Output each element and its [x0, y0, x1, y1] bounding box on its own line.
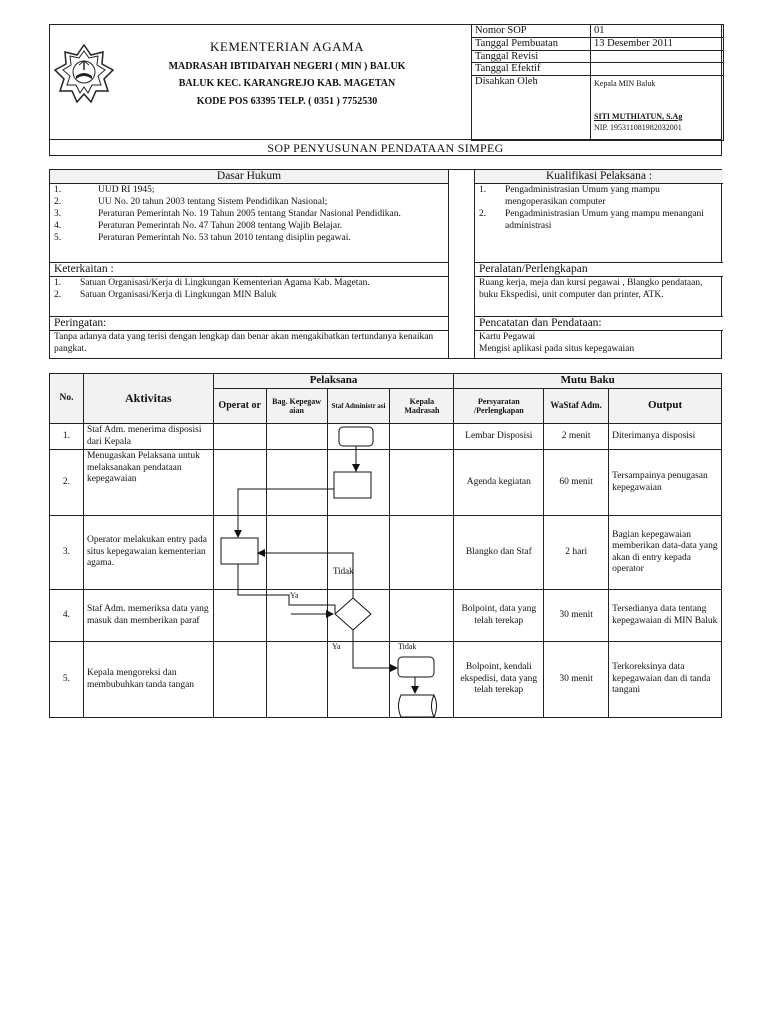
- kualifikasi-heading: Kualifikasi Pelaksana :: [475, 170, 723, 184]
- row-waktu: 30 menit: [544, 590, 609, 642]
- flow-label-ya: Ya: [332, 642, 341, 651]
- signer-title: Kepala MIN Baluk: [594, 79, 656, 89]
- table-row: [50, 590, 722, 642]
- peralatan-heading: Peralatan/Perlengkapan: [475, 263, 723, 277]
- list-item: 2. Satuan Organisasi/Kerja di Lingkungan MIN Baluk: [54, 290, 277, 300]
- lane-cell: [327, 590, 390, 642]
- pencatatan-heading: Pencatatan dan Pendataan:: [475, 317, 723, 331]
- pencatatan-line: Mengisi aplikasi pada situs kepegawaian: [479, 344, 635, 354]
- keterkaitan-heading: Keterkaitan :: [50, 263, 448, 277]
- peringatan-heading: Peringatan:: [50, 317, 448, 331]
- col-header-pelaksana: Pelaksana: [213, 374, 454, 389]
- dasar-hukum-list: [50, 184, 448, 263]
- lane-cell: [327, 642, 390, 718]
- row-persyaratan: Lembar Disposisi: [454, 424, 544, 450]
- row-persyaratan: Bolpoint, kendali ekspedisi, data yang telah terekap: [454, 642, 544, 718]
- row-aktivitas: Staf Adm. memeriksa data yang masuk dan memberikan paraf: [83, 590, 213, 642]
- meta-value: [591, 63, 724, 76]
- lane-cell: [390, 450, 454, 516]
- lane-cell: [390, 424, 454, 450]
- lane-cell: [390, 516, 454, 590]
- col-header-kepala-madrasah: Kepala Madrasah: [390, 389, 454, 424]
- lane-cell: [266, 642, 327, 718]
- row-no: 2.: [50, 450, 84, 516]
- row-aktivitas: Staf Adm. menerima disposisi dari Kepala: [83, 424, 213, 450]
- meta-label: Tanggal Pembuatan: [472, 37, 591, 50]
- dasar-hukum-heading: Dasar Hukum: [50, 170, 448, 184]
- row-waktu: 60 menit: [544, 450, 609, 516]
- row-persyaratan: Bolpoint, data yang telah terekap: [454, 590, 544, 642]
- pencatatan-line: Kartu Pegawai: [479, 332, 536, 342]
- col-header-mutu-baku: Mutu Baku: [454, 374, 722, 389]
- keterkaitan-list: [50, 277, 448, 317]
- row-waktu: 2 hari: [544, 516, 609, 590]
- row-output: Diterimanya disposisi: [609, 424, 722, 450]
- school-contact: KODE POS 63395 TELP. ( 0351 ) 7752530: [196, 96, 378, 107]
- row-aktivitas: Operator melakukan entry pada situs kepegawaian kementerian agama.: [83, 516, 213, 590]
- list-item: 1. Pengadministrasian Umum yang mampu mengoperasikan computer: [479, 185, 660, 207]
- meta-label: Tanggal Efektif: [472, 63, 591, 76]
- document-title: SOP PENYUSUNAN PENDATAAN SIMPEG: [49, 139, 722, 156]
- list-item: 2. UU No. 20 tahun 2003 tentang Sistem Pendidikan Nasional;: [54, 197, 328, 207]
- list-item: 1. Satuan Organisasi/Kerja di Lingkungan Kementerian Agama Kab. Magetan.: [54, 278, 370, 288]
- flow-label-tidak: Tidak: [333, 566, 354, 576]
- meta-value: [591, 50, 724, 63]
- row-output: Bagian kepegawaian memberikan data-data yang akan di entry kepada operator: [609, 516, 722, 590]
- lane-cell: [327, 424, 390, 450]
- lane-cell: [327, 450, 390, 516]
- lane-cell: [266, 516, 327, 590]
- lane-cell: [213, 590, 266, 642]
- lane-cell: [213, 516, 266, 590]
- list-item: 2. Pengadministrasian Umum yang mampu menangani administrasi: [479, 209, 704, 231]
- info-left-column: [50, 170, 449, 358]
- kualifikasi-list: [475, 184, 723, 263]
- row-persyaratan: Agenda kegiatan: [454, 450, 544, 516]
- signer-name: SITI MUTHIATUN, S.Ag: [594, 112, 683, 122]
- school-address: BALUK KEC. KARANGREJO KAB. MAGETAN: [178, 78, 396, 89]
- flow-label-tidak: Tidak: [398, 642, 417, 651]
- list-item: 1. UUD RI 1945;: [54, 185, 155, 195]
- col-header-waktu: WaStaf Adm.: [544, 389, 609, 424]
- peringatan-text: Tanpa adanya data yang terisi dengan lengkap dan benar akan mengakibatkan tertundanya kenaikan pangkat.: [54, 332, 434, 354]
- row-output: Tersedianya data tentang kepegawaian di MIN Baluk: [609, 590, 722, 642]
- col-header-output: Output: [609, 389, 722, 424]
- table-row: [50, 516, 722, 590]
- lane-cell: [266, 450, 327, 516]
- row-waktu: 2 menit: [544, 424, 609, 450]
- table-row: [50, 450, 722, 516]
- col-header-aktivitas: Aktivitas: [83, 374, 213, 424]
- signature-block: [591, 76, 724, 141]
- meta-value: 13 Desember 2011: [591, 37, 724, 50]
- peralatan-text: Ruang kerja, meja dan kursi pegawai , Blangko pendataan, buku Ekspedisi, unit computer dan printer, ATK.: [475, 277, 723, 317]
- lane-cell: [266, 424, 327, 450]
- meta-label: Disahkan Oleh: [472, 76, 591, 141]
- lane-cell: [213, 450, 266, 516]
- row-no: 4.: [50, 590, 84, 642]
- lane-cell: [327, 516, 390, 590]
- lane-cell: [266, 590, 327, 642]
- col-header-persyaratan: Persyaratan /Perlengkapan: [454, 389, 544, 424]
- lane-cell: [390, 590, 454, 642]
- info-right-column: [474, 170, 723, 358]
- sop-meta-table: [471, 24, 724, 141]
- row-no: 1.: [50, 424, 84, 450]
- col-header-operator: Operat or: [213, 389, 266, 424]
- meta-value: 01: [591, 25, 724, 38]
- row-no: 3.: [50, 516, 84, 590]
- signer-nip: NIP. 195311081982032001: [594, 123, 682, 133]
- row-aktivitas: Kepala mengoreksi dan membubuhkan tanda tangan: [83, 642, 213, 718]
- meta-label: Nomor SOP: [472, 25, 591, 38]
- row-output: Terkoreksinya data kepegawaian dan di tanda tangani: [609, 642, 722, 718]
- row-aktivitas: Menugaskan Pelaksana untuk melaksanakan pendataan kepegawaian: [83, 450, 213, 516]
- document-header: [49, 24, 722, 140]
- school-name: MADRASAH IBTIDAIYAH NEGERI ( MIN ) BALUK: [168, 61, 406, 72]
- org-title: KEMENTERIAN AGAMA: [209, 39, 365, 54]
- ministry-emblem-icon: [53, 43, 115, 105]
- row-no: 5.: [50, 642, 84, 718]
- list-item: 4. Peraturan Pemerintah No. 47 Tahun 2008 tentang Wajib Belajar.: [54, 221, 343, 231]
- col-header-staf-administrasi: Staf Administr asi: [327, 389, 390, 424]
- lane-cell: [213, 424, 266, 450]
- row-persyaratan: Blangko dan Staf: [454, 516, 544, 590]
- process-table: [49, 373, 722, 718]
- lane-cell: [213, 642, 266, 718]
- col-header-no: No.: [50, 374, 84, 424]
- table-row: [50, 642, 722, 718]
- info-section: [49, 169, 722, 359]
- meta-label: Tanggal Revisi: [472, 50, 591, 63]
- lane-cell: [390, 642, 454, 718]
- row-output: Tersampainya penugasan kepegawaian: [609, 450, 722, 516]
- flow-label-ya: Ya: [290, 591, 299, 600]
- list-item: 3. Peraturan Pemerintah No. 19 Tahun 2005 tentang Standar Nasional Pendidikan.: [54, 209, 401, 219]
- row-waktu: 30 menit: [544, 642, 609, 718]
- col-header-bag-kepegawaian: Bag. Kepegaw aian: [266, 389, 327, 424]
- table-row: [50, 424, 722, 450]
- list-item: 5. Peraturan Pemerintah No. 53 tahun 2010 tentang disiplin pegawai.: [54, 233, 351, 243]
